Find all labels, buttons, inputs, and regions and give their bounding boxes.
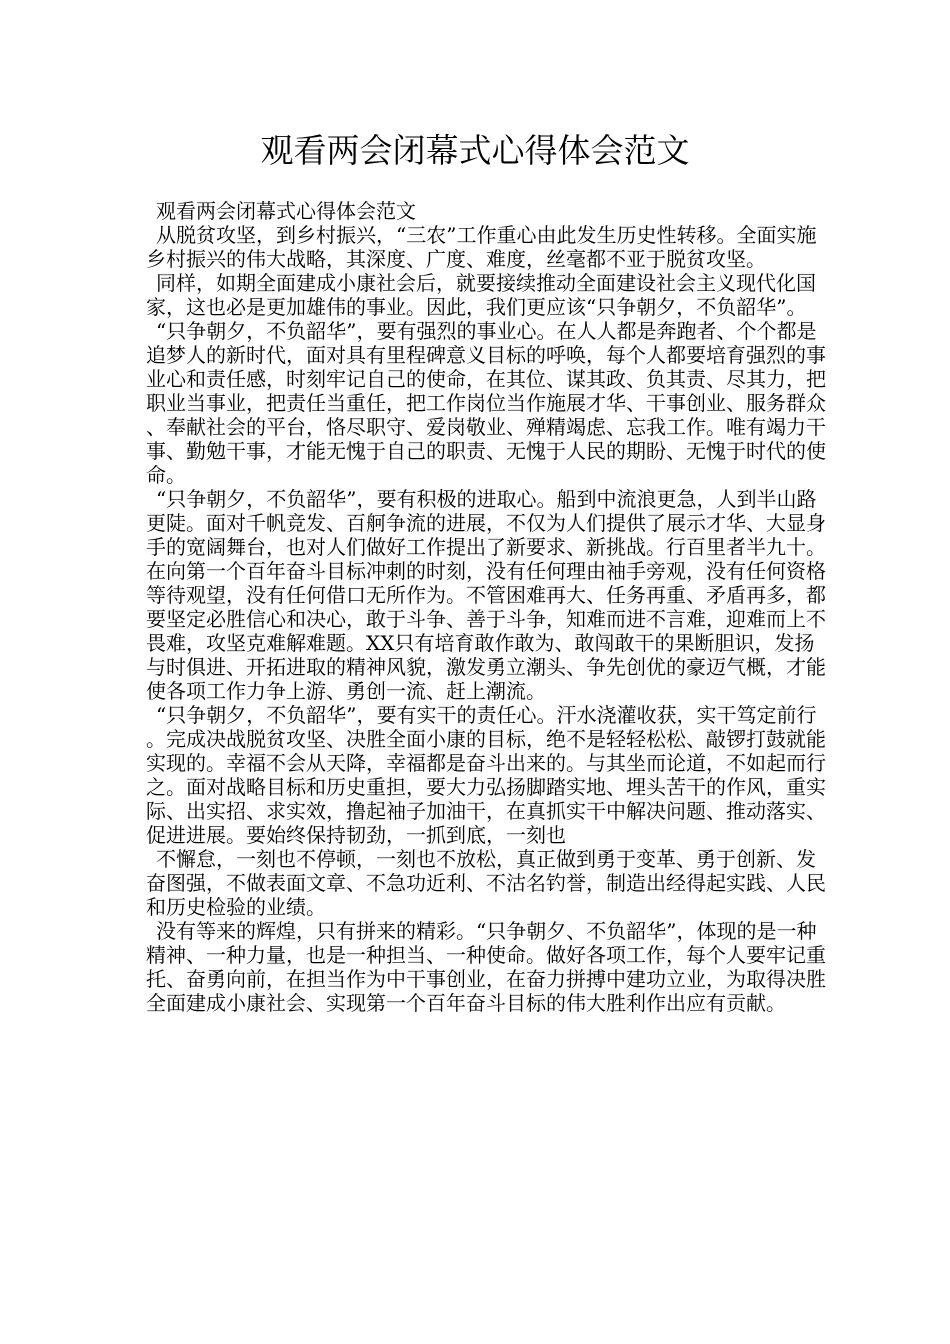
paragraph: 没有等来的辉煌，只有拼来的精彩。“只争朝夕、不负韶华”，体现的是一种精神、一种力量，也是一种担当、一种使命。做好各项工作，每个人要牢记重托、奋勇向前，在担当作为中干事创业，在奋力拼搏中建功立业，为取得决胜全面建成小康社会、实现第一个百年奋斗目标的伟大胜利作出应有贡献。	[146, 919, 826, 1015]
document-body	[146, 199, 826, 1015]
paragraph: “只争朝夕，不负韶华”，要有强烈的事业心。在人人都是奔跑者、个个都是追梦人的新时代，面对具有里程碑意义目标的呼唤，每个人都要培育强烈的事业心和责任感，时刻牢记自己的使命，在其位、谋其政、负其责、尽其力，把职业当事业，把责任当重任，把工作岗位当作施展才华、干事创业、服务群众、奉献社会的平台，恪尽职守、爱岗敬业、殚精竭虑、忘我工作。唯有竭力干事、勤勉干事，才能无愧于自己的职责、无愧于人民的期盼、无愧于时代的使命。	[146, 319, 826, 487]
paragraph: “只争朝夕，不负韶华”，要有积极的进取心。船到中流浪更急，人到半山路更陡。面对千帆竞发、百舸争流的进展，不仅为人们提供了展示才华、大显身手的宽阔舞台，也对人们做好工作提出了新要求、新挑战。行百里者半九十。在向第一个百年奋斗目标冲刺的时刻，没有任何理由袖手旁观，没有任何资格等待观望，没有任何借口无所作为。不管困难再大、任务再重、矛盾再多，都要坚定必胜信心和决心，敢于斗争、善于斗争，知难而进不言难，迎难而上不畏难，攻坚克难解难题。XX只有培育敢作敢为、敢闯敢干的果断胆识，发扬与时俱进、开拓进取的精神风貌，激发勇立潮头、争先创优的豪迈气概，才能使各项工作力争上游、勇创一流、赶上潮流。	[146, 487, 826, 703]
paragraph: 同样，如期全面建成小康社会后，就要接续推动全面建设社会主义现代化国家，这也必是更加雄伟的事业。因此，我们更应该“只争朝夕，不负韶华”。	[146, 271, 816, 319]
paragraph: “只争朝夕，不负韶华”，要有实干的责任心。汗水浇灌收获，实干笃定前行。完成决战脱贫攻坚、决胜全面小康的目标，绝不是轻轻松松、敲锣打鼓就能实现的。幸福不会从天降，幸福都是奋斗出来的。与其坐而论道，不如起而行之。面对战略目标和历史重担，要大力弘扬脚踏实地、埋头苦干的作风，重实际、出实招、求实效，撸起袖子加油干，在真抓实干中解决问题、推动落实、促进进展。要始终保持韧劲，一抓到底，一刻也	[146, 703, 826, 847]
paragraph: 从脱贫攻坚，到乡村振兴，“三农”工作重心由此发生历史性转移。全面实施乡村振兴的伟大战略，其深度、广度、难度，丝毫都不亚于脱贫攻坚。	[146, 223, 817, 271]
document-title: 观看两会闭幕式心得体会范文	[260, 131, 690, 170]
paragraph-subtitle: 观看两会闭幕式心得体会范文	[156, 199, 416, 223]
paragraph: 不懈怠，一刻也不停顿，一刻也不放松，真正做到勇于变革、勇于创新、发奋图强，不做表面文章、不急功近利、不沽名钓誉，制造出经得起实践、人民和历史检验的业绩。	[146, 847, 826, 919]
